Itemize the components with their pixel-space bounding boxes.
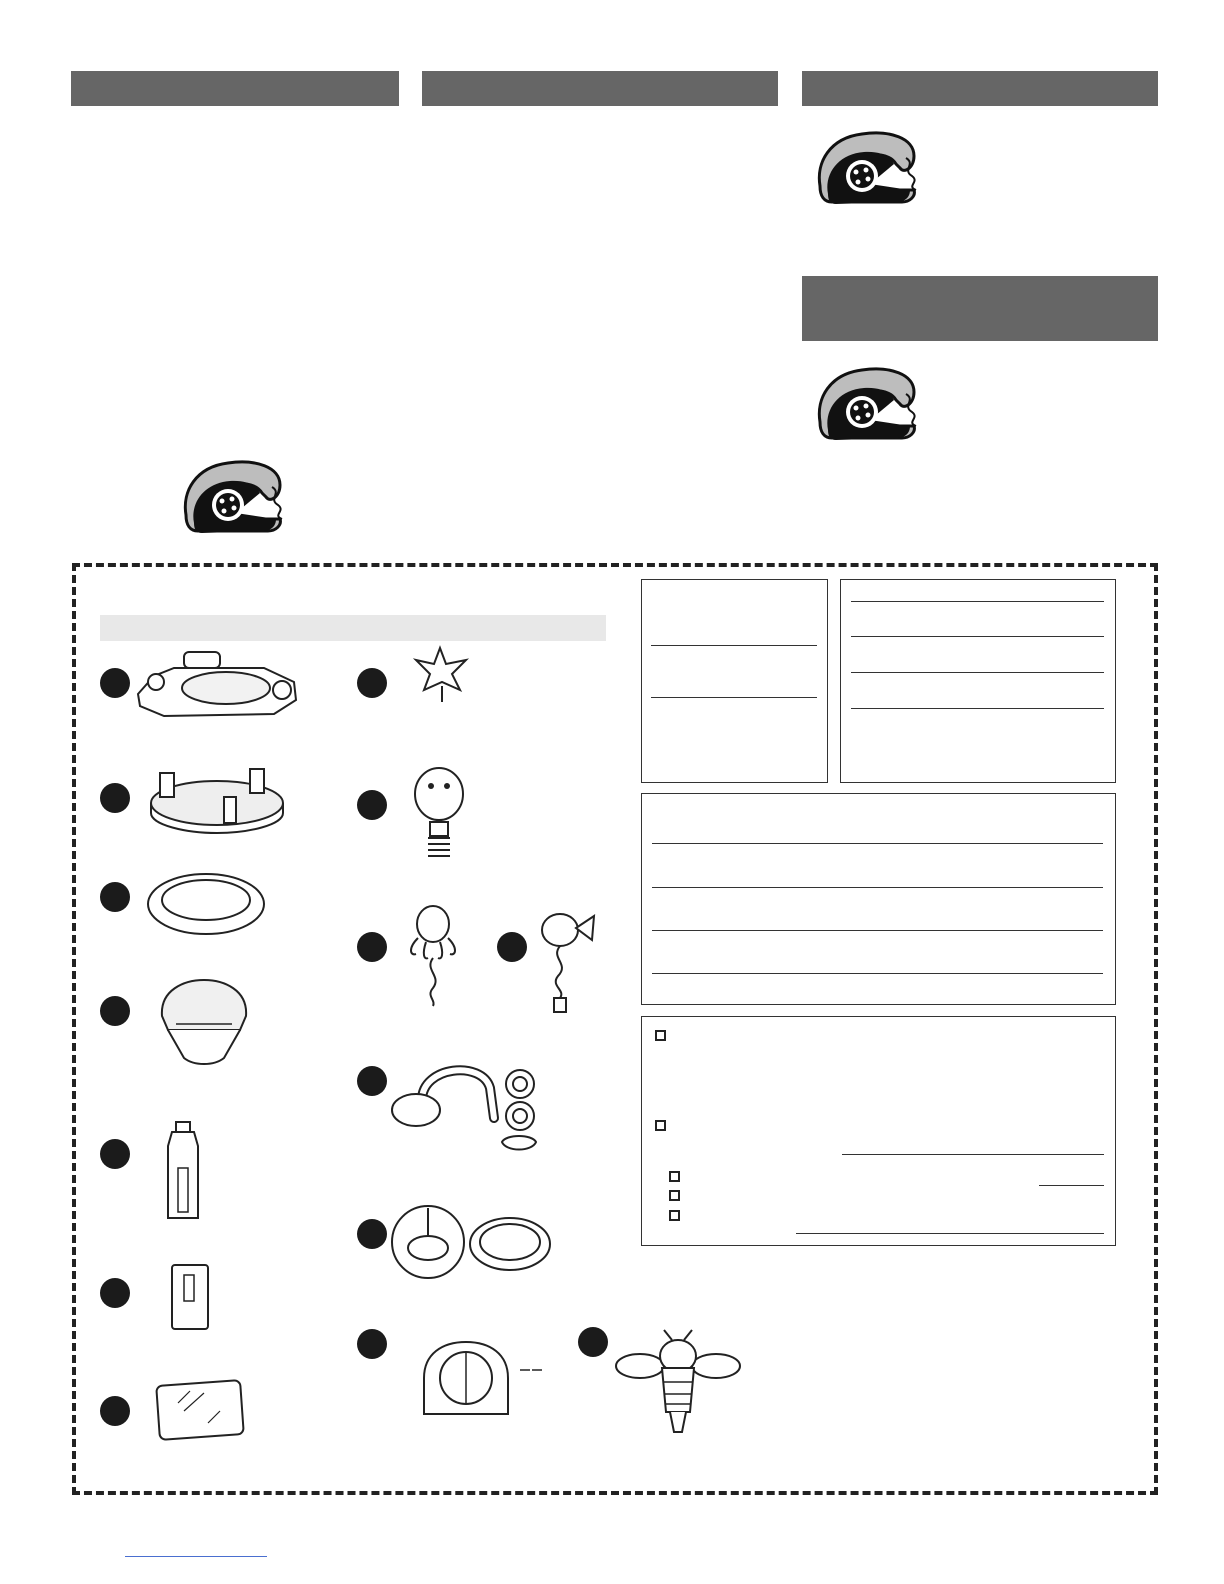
section-header-right — [802, 71, 1158, 106]
number-badge — [100, 1396, 130, 1426]
blank-line[interactable] — [652, 887, 1103, 888]
blank-line[interactable] — [652, 930, 1103, 931]
blank-line[interactable] — [842, 1154, 1104, 1155]
tray-part-illustration — [134, 646, 300, 722]
blank-line[interactable] — [652, 843, 1103, 844]
number-badge — [357, 668, 387, 698]
checkbox[interactable] — [669, 1190, 680, 1201]
section-header-middle — [422, 71, 778, 106]
number-badge — [357, 1066, 387, 1096]
blank-line[interactable] — [851, 601, 1104, 602]
telephone-icon — [176, 453, 296, 543]
form-box-payment — [641, 1016, 1116, 1246]
blank-line[interactable] — [651, 645, 817, 646]
blank-line[interactable] — [651, 697, 817, 698]
base-part-illustration — [146, 765, 288, 835]
contact-section-header — [802, 276, 1158, 341]
number-badge — [100, 668, 130, 698]
bottle-part-illustration — [164, 1120, 202, 1222]
faucet-toy-illustration — [390, 1060, 550, 1156]
fish-toy-illustration — [536, 906, 598, 1014]
number-badge — [357, 932, 387, 962]
blank-line[interactable] — [1039, 1185, 1104, 1186]
checkbox[interactable] — [669, 1210, 680, 1221]
blank-line[interactable] — [652, 973, 1103, 974]
seat-pad-part-illustration — [154, 976, 254, 1068]
footer-link[interactable] — [125, 1556, 267, 1557]
telephone-icon — [810, 360, 930, 450]
parts-list-header — [100, 615, 606, 641]
dome-toy-illustration — [388, 1200, 554, 1282]
blank-line[interactable] — [851, 672, 1104, 673]
number-badge — [357, 790, 387, 820]
number-badge — [357, 1219, 387, 1249]
number-badge — [497, 932, 527, 962]
mirror-part-illustration — [154, 1377, 246, 1443]
seat-ring-part-illustration — [144, 870, 268, 938]
blank-line[interactable] — [851, 708, 1104, 709]
form-box-customer-info — [840, 579, 1116, 783]
checkbox[interactable] — [669, 1171, 680, 1182]
checkbox[interactable] — [655, 1120, 666, 1131]
reservoir-part-illustration — [170, 1263, 210, 1333]
bee-toy-illustration — [614, 1328, 742, 1436]
telephone-icon — [810, 124, 930, 214]
checkbox[interactable] — [655, 1030, 666, 1041]
number-badge — [100, 996, 130, 1026]
blank-line[interactable] — [796, 1233, 1104, 1234]
number-badge — [578, 1327, 608, 1357]
number-badge — [100, 1278, 130, 1308]
number-badge — [100, 1139, 130, 1169]
section-header-left — [71, 71, 399, 106]
octopus-toy-illustration — [404, 902, 462, 1008]
form-box-address — [641, 793, 1116, 1005]
form-box-product-info — [641, 579, 828, 783]
number-badge — [100, 783, 130, 813]
starfish-toy-illustration — [412, 644, 470, 706]
blank-line[interactable] — [851, 636, 1104, 637]
number-badge — [100, 882, 130, 912]
spinner-toy-illustration — [418, 1338, 546, 1422]
walrus-toy-illustration — [408, 764, 470, 868]
number-badge — [357, 1329, 387, 1359]
